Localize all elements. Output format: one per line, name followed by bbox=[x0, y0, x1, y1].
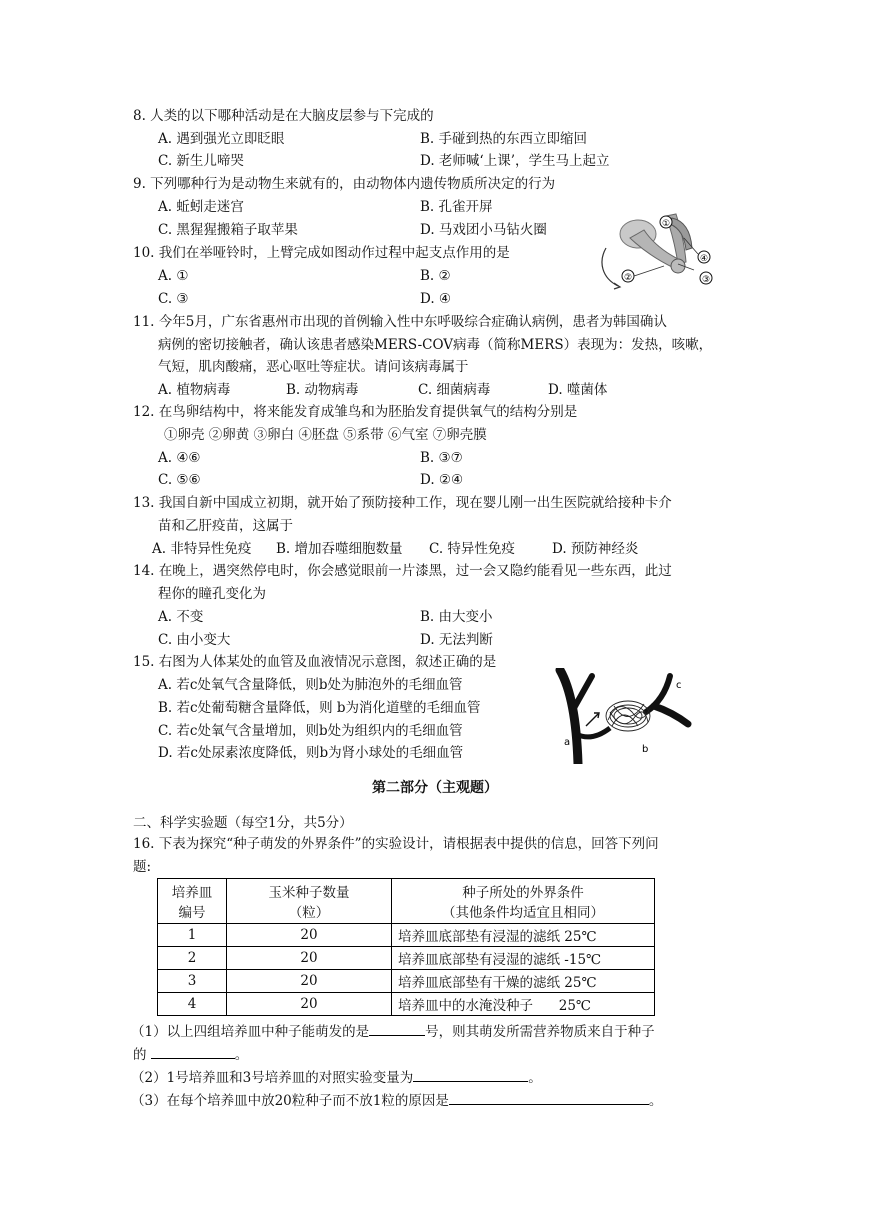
table-header-cell: 玉米种子数量 （粒） bbox=[227, 879, 392, 924]
q11-option-d: D. 噬菌体 bbox=[548, 382, 608, 398]
answer-blank-3[interactable] bbox=[413, 1067, 528, 1082]
q16-sub2: （2）1号培养皿和3号培养皿的对照实验变量为 。 bbox=[131, 1067, 542, 1088]
q11-option-b: B. 动物病毒 bbox=[286, 382, 359, 398]
q14-option-c: C. 由小变大 bbox=[158, 632, 231, 648]
table-row bbox=[158, 947, 655, 970]
q10-stem: 10. 我们在举哑铃时，上臂完成如图动作过程中起支点作用的是 bbox=[133, 245, 510, 261]
arm-label-4 bbox=[698, 251, 710, 264]
answer-blank-1[interactable] bbox=[369, 1021, 425, 1036]
q8-option-c: C. 新生儿啼哭 bbox=[158, 153, 244, 169]
q11-line1: 11. 今年5月，广东省惠州市出现的首例输入性中东呼吸综合症确认病例，患者为韩国确认 bbox=[133, 314, 667, 330]
vessel-label-b: b bbox=[642, 744, 649, 755]
table-row bbox=[158, 970, 655, 993]
q10-option-b: B. ② bbox=[420, 268, 451, 284]
table-cell: 培养皿底部垫有浸湿的滤纸 25℃ bbox=[392, 924, 655, 947]
vessel-label-a: a bbox=[564, 737, 571, 748]
table-header-row bbox=[158, 879, 655, 924]
answer-blank-2[interactable] bbox=[151, 1044, 235, 1059]
q14-line1: 14. 在晚上，遇突然停电时，你会感觉眼前一片漆黑，过一会又隐约能看见一些东西，此过 bbox=[133, 563, 672, 579]
q9-option-d: D. 马戏团小马钻火圈 bbox=[420, 222, 547, 238]
table-cell: 20 bbox=[227, 970, 392, 993]
seed-experiment-table bbox=[157, 878, 655, 1016]
answer-blank-4[interactable] bbox=[449, 1090, 649, 1105]
q15-option-a: A. 若c处氧气含量降低，则b处为肺泡外的毛细血管 bbox=[158, 677, 463, 693]
svg-text:②: ② bbox=[623, 273, 633, 283]
q12-option-b: B. ③⑦ bbox=[420, 450, 463, 466]
q16-line1: 16. 下表为探究“种子萌发的外界条件”的实验设计，请根据表中提供的信息，回答下列问 bbox=[133, 836, 659, 852]
arm-label-2 bbox=[622, 270, 634, 283]
vessel-label-c: c bbox=[676, 680, 682, 691]
q9-option-c: C. 黑猩猩搬箱子取苹果 bbox=[158, 222, 298, 238]
q14-line2: 程你的瞳孔变化为 bbox=[158, 586, 266, 602]
table-row bbox=[158, 924, 655, 947]
q14-option-b: B. 由大变小 bbox=[420, 609, 493, 625]
q14-option-a: A. 不变 bbox=[158, 609, 204, 625]
q16-sub1-line2: 的 。 bbox=[133, 1044, 248, 1065]
svg-text:①: ① bbox=[661, 219, 671, 229]
table-cell: 20 bbox=[227, 993, 392, 1016]
q13-option-a: A. 非特异性免疫 bbox=[152, 541, 252, 557]
part2-title: 第二部分（主观题） bbox=[372, 780, 498, 796]
table-cell: 20 bbox=[227, 947, 392, 970]
q12-parts: ①卵壳 ②卵黄 ③卵白 ④胚盘 ⑤系带 ⑥气室 ⑦卵壳膜 bbox=[164, 427, 487, 443]
q8-option-d: D. 老师喊‘上课’，学生马上起立 bbox=[420, 153, 610, 169]
q15-option-b: B. 若c处葡萄糖含量降低，则 b为消化道壁的毛细血管 bbox=[158, 700, 481, 716]
q16-sub1-line1: （1）以上四组培养皿中种子能萌发的是 号，则其萌发所需营养物质来自于种子 bbox=[131, 1021, 655, 1042]
q12-option-d: D. ②④ bbox=[420, 472, 464, 488]
arm-label-3 bbox=[700, 272, 712, 285]
q10-option-d: D. ④ bbox=[420, 291, 452, 307]
table-cell: 培养皿底部垫有干燥的滤纸 25℃ bbox=[392, 970, 655, 993]
q13-line1: 13. 我国自新中国成立初期，就开始了预防接种工作，现在婴儿刚一出生医院就给接种卡介 bbox=[133, 495, 672, 511]
q13-option-c: C. 特异性免疫 bbox=[429, 541, 515, 557]
q16-line2: 题: bbox=[133, 859, 152, 875]
table-row bbox=[158, 993, 655, 1016]
q8-stem: 8. 人类的以下哪种活动是在大脑皮层参与下完成的 bbox=[133, 108, 434, 124]
blood-vessel-figure bbox=[552, 668, 692, 764]
q9-stem: 9. 下列哪种行为是动物生来就有的，由动物体内遗传物质所决定的行为 bbox=[133, 176, 556, 192]
q11-option-c: C. 细菌病毒 bbox=[418, 382, 491, 398]
table-header-cell: 培养皿 编号 bbox=[158, 879, 227, 924]
q8-option-b: B. 手碰到热的东西立即缩回 bbox=[420, 131, 588, 147]
table-cell: 4 bbox=[158, 993, 227, 1016]
q13-line2: 苗和乙肝疫苗，这属于 bbox=[158, 518, 293, 534]
table-cell: 培养皿中的水淹没种子 25℃ bbox=[392, 993, 655, 1016]
q13-option-b: B. 增加吞噬细胞数量 bbox=[276, 541, 403, 557]
q14-option-d: D. 无法判断 bbox=[420, 632, 493, 648]
q11-option-a: A. 植物病毒 bbox=[158, 382, 231, 398]
q9-option-a: A. 蚯蚓走迷宫 bbox=[158, 199, 244, 215]
q15-option-c: C. 若c处氧气含量增加，则b处为组织内的毛细血管 bbox=[158, 723, 463, 739]
table-cell: 1 bbox=[158, 924, 227, 947]
q12-option-a: A. ④⑥ bbox=[158, 450, 201, 466]
table-header-cell: 种子所处的外界条件 （其他条件均适宜且相同） bbox=[392, 879, 655, 924]
q15-stem: 15. 右图为人体某处的血管及血液情况示意图，叙述正确的是 bbox=[133, 654, 497, 670]
q9-option-b: B. 孔雀开屏 bbox=[420, 199, 493, 215]
svg-text:④: ④ bbox=[699, 254, 709, 264]
table-cell: 培养皿底部垫有浸湿的滤纸 -15℃ bbox=[392, 947, 655, 970]
arm-muscle-figure bbox=[594, 208, 724, 290]
q11-line2: 病例的密切接触者，确认该患者感染MERS-COV病毒（简称MERS）表现为：发热，咳嗽， bbox=[158, 337, 713, 353]
table-cell: 2 bbox=[158, 947, 227, 970]
table-cell: 20 bbox=[227, 924, 392, 947]
q11-line3: 气短，肌肉酸痛，恶心呕吐等症状。请问该病毒属于 bbox=[158, 359, 469, 375]
table-cell: 3 bbox=[158, 970, 227, 993]
q16-sub3: （3）在每个培养皿中放20粒种子而不放1粒的原因是 。 bbox=[131, 1090, 662, 1111]
q12-stem: 12. 在鸟卵结构中，将来能发育成雏鸟和为胚胎发育提供氧气的结构分别是 bbox=[133, 404, 578, 420]
svg-text:③: ③ bbox=[701, 275, 711, 285]
q8-option-a: A. 遇到强光立即眨眼 bbox=[158, 131, 285, 147]
q15-option-d: D. 若c处尿素浓度降低，则b为肾小球处的毛细血管 bbox=[158, 745, 464, 761]
section2-heading: 二、科学实验题（每空1分，共5分） bbox=[133, 815, 353, 831]
q10-option-a: A. ① bbox=[158, 268, 189, 284]
q13-option-d: D. 预防神经炎 bbox=[552, 541, 639, 557]
q10-option-c: C. ③ bbox=[158, 291, 189, 307]
q12-option-c: C. ⑤⑥ bbox=[158, 472, 201, 488]
